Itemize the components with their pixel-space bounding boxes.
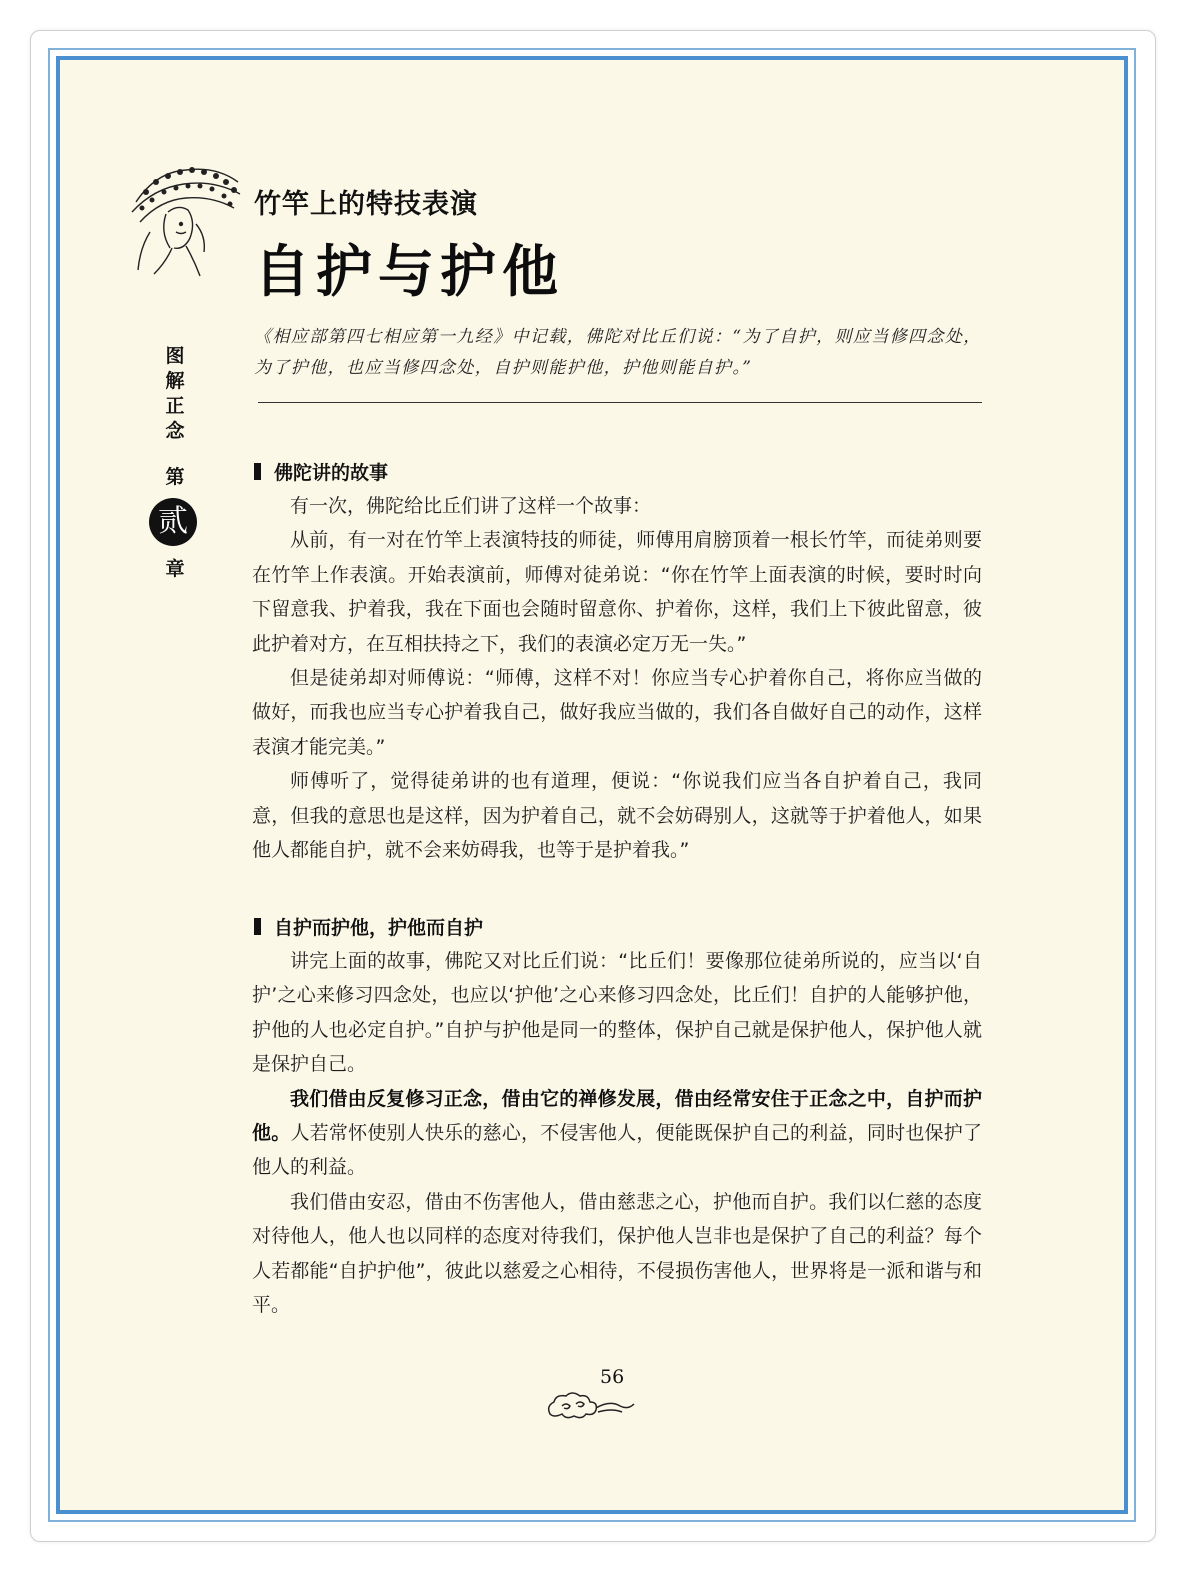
sutra-quote: 《相应部第四七相应第一九经》中记载，佛陀对比丘们说：“为了自护，则应当修四念处，为了护他，也应当修四念处，自护则能护他，护他则能自护。” xyxy=(254,327,982,378)
section-heading-text: 自护而护他，护他而自护 xyxy=(274,917,484,939)
paragraph-rest: 人若常怀使别人快乐的慈心，不侵害他人，便能既保护自己的利益，同时也保护了他人的利益。 xyxy=(252,1122,982,1179)
book-title-char: 解 xyxy=(165,370,185,392)
paragraph xyxy=(252,1082,982,1185)
chapter-prefix: 第 xyxy=(165,466,185,488)
book-title-vertical xyxy=(160,344,190,444)
section-marker xyxy=(254,463,261,480)
book-title-char: 念 xyxy=(165,420,185,442)
section-heading xyxy=(254,458,388,485)
paragraph: 但是徒弟却对师傅说：“师傅，这样不对！你应当专心护着你自己，将你应当做的做好，而我也应当专心护着我自己，做好我应当做的，我们各自做好自己的动作，这样表演才能完美。” xyxy=(252,667,982,758)
chapter-number-badge: 贰 xyxy=(149,498,197,546)
emphasized-text: 我们借由反复修习正念，借由它的禅修发展，借由经常安住于正念之中，自护而护他。 xyxy=(252,1087,982,1145)
paragraph: 讲完上面的故事，佛陀又对比丘们说：“比丘们！要像那位徒弟所说的，应当以‘自护’之心来修习四念处，也应以‘护他’之心来修习四念处，比丘们！自护的人能够护他，护他的人也必定自护。”自护与护他是同一的整体，保护自己就是保护他人，保护他人就是保护自己。 xyxy=(252,950,982,1076)
section-marker xyxy=(254,918,261,935)
section-body xyxy=(252,944,982,1322)
paragraph: 从前，有一对在竹竿上表演特技的师徒，师傅用肩膀顶着一根长竹竿，而徒弟则要在竹竿上作表演。开始表演前，师傅对徒弟说：“你在竹竿上面表演的时候，要时时向下留意我、护着我，我在下面也会随时留意你、护着你，这样，我们上下彼此留意，彼此护着对方，在互相扶持之下，我们的表演必定万无一失。” xyxy=(252,529,982,655)
chapter-suffix: 章 xyxy=(165,558,185,580)
divider xyxy=(258,402,982,403)
paragraph: 师傅听了，觉得徒弟讲的也有道理，便说：“你说我们应当各自护着自己，我同意，但我的意思也是这样，因为护着自己，就不会妨碍别人，这就等于护着他人，如果他人都能自护，就不会来妨碍我，也等于是护着我。” xyxy=(252,770,982,862)
section-body xyxy=(252,489,982,867)
section-heading-text: 佛陀讲的故事 xyxy=(274,462,389,484)
book-page xyxy=(56,56,1128,1514)
book-title-char: 正 xyxy=(165,395,185,417)
paragraph: 有一次，佛陀给比丘们讲了这样一个故事： xyxy=(290,495,652,517)
section-heading xyxy=(254,913,483,940)
page-number: 56 xyxy=(600,1366,625,1388)
page-title: 自护与护他 xyxy=(254,239,564,305)
bodhisattva-illustration-icon xyxy=(126,152,246,282)
paragraph: 我们借由安忍，借由不伤害他人，借由慈悲之心，护他而自护。我们以仁慈的态度对待他人，他人也以同样的态度对待我们，保护他人岂非也是保护了自己的利益？每个人若都能“自护护他”，彼此以慈爱之心相待，不侵损伤害他人，世界将是一派和谐与和平。 xyxy=(252,1190,982,1317)
cloud-icon xyxy=(544,1388,636,1422)
chapter-subtitle: 竹竿上的特技表演 xyxy=(254,189,478,220)
book-title-char: 图 xyxy=(165,345,185,367)
